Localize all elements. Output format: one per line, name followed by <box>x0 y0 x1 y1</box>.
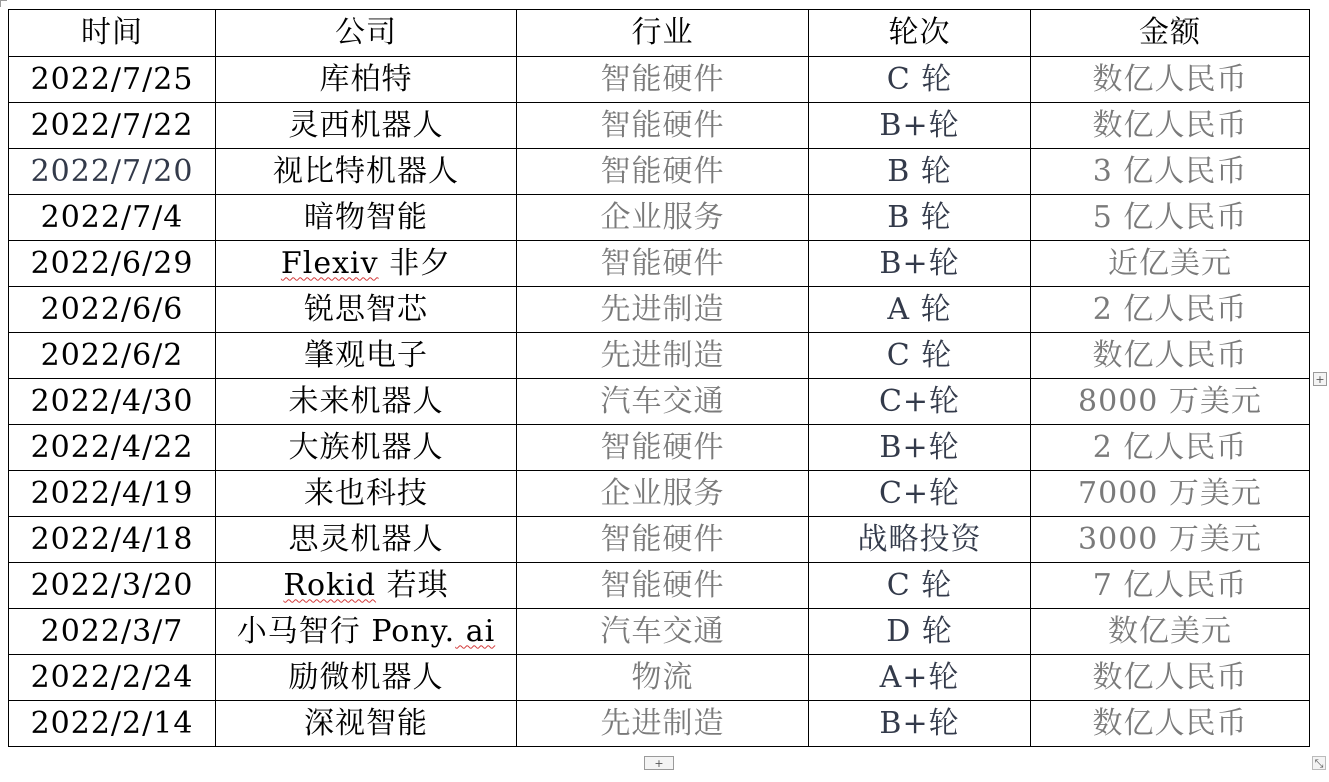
cell-industry[interactable]: 先进制造 <box>517 333 809 379</box>
cell-date[interactable]: 2022/2/14 <box>9 701 216 747</box>
table-row <box>9 655 1310 701</box>
table-row <box>9 57 1310 103</box>
cell-date[interactable]: 2022/7/4 <box>9 195 216 241</box>
cell-round[interactable]: B 轮 <box>809 149 1031 195</box>
cell-round[interactable]: C+轮 <box>809 379 1031 425</box>
table-row <box>9 241 1310 287</box>
cell-round[interactable]: C 轮 <box>809 563 1031 609</box>
cell-amount[interactable]: 数亿美元 <box>1031 609 1310 655</box>
company-name-latin: Flexiv <box>280 245 379 281</box>
cell-company[interactable]: 锐思智芯 <box>216 287 517 333</box>
cell-round[interactable]: C 轮 <box>809 57 1031 103</box>
header-amount[interactable]: 金额 <box>1031 10 1310 57</box>
cell-date[interactable]: 2022/3/7 <box>9 609 216 655</box>
cell-industry[interactable]: 汽车交通 <box>517 609 809 655</box>
cell-company[interactable]: 思灵机器人 <box>216 517 517 563</box>
cell-round[interactable]: A 轮 <box>809 287 1031 333</box>
cell-date[interactable]: 2022/6/2 <box>9 333 216 379</box>
cell-amount[interactable]: 数亿人民币 <box>1031 333 1310 379</box>
cell-company[interactable]: 未来机器人 <box>216 379 517 425</box>
company-name-chinese: 小马智行 Pony. <box>236 613 456 649</box>
table-row <box>9 103 1310 149</box>
cell-industry[interactable]: 企业服务 <box>517 471 809 517</box>
cell-industry[interactable]: 智能硬件 <box>517 57 809 103</box>
cell-date[interactable]: 2022/7/25 <box>9 57 216 103</box>
cell-amount[interactable]: 近亿美元 <box>1031 241 1310 287</box>
cell-date[interactable]: 2022/6/6 <box>9 287 216 333</box>
table-row <box>9 563 1310 609</box>
cell-company[interactable]: 暗物智能 <box>216 195 517 241</box>
cell-amount[interactable]: 数亿人民币 <box>1031 57 1310 103</box>
cell-company[interactable]: 灵西机器人 <box>216 103 517 149</box>
cell-industry[interactable]: 智能硬件 <box>517 563 809 609</box>
table-row <box>9 287 1310 333</box>
cell-date[interactable]: 2022/4/18 <box>9 517 216 563</box>
cell-company[interactable]: 来也科技 <box>216 471 517 517</box>
cell-industry[interactable]: 企业服务 <box>517 195 809 241</box>
cell-industry[interactable]: 智能硬件 <box>517 425 809 471</box>
header-date[interactable]: 时间 <box>9 10 216 57</box>
cell-industry[interactable]: 智能硬件 <box>517 241 809 287</box>
cell-industry[interactable]: 汽车交通 <box>517 379 809 425</box>
company-name-chinese: 非夕 <box>378 245 452 281</box>
header-row <box>9 10 1310 57</box>
table-row <box>9 471 1310 517</box>
cell-amount[interactable]: 3000 万美元 <box>1031 517 1310 563</box>
cell-date[interactable]: 2022/6/29 <box>9 241 216 287</box>
company-name-latin: Rokid <box>283 567 377 603</box>
cell-amount[interactable]: 数亿人民币 <box>1031 103 1310 149</box>
cell-date[interactable]: 2022/7/22 <box>9 103 216 149</box>
cell-company[interactable]: 大族机器人 <box>216 425 517 471</box>
cell-round[interactable]: B+轮 <box>809 701 1031 747</box>
company-name-chinese: 若琪 <box>376 567 449 603</box>
header-round[interactable]: 轮次 <box>809 10 1031 57</box>
cell-date[interactable]: 2022/2/24 <box>9 655 216 701</box>
cell-amount[interactable]: 7000 万美元 <box>1031 471 1310 517</box>
cell-industry[interactable]: 物流 <box>517 655 809 701</box>
header-company[interactable]: 公司 <box>216 10 517 57</box>
table-row <box>9 195 1310 241</box>
cell-round[interactable]: B+轮 <box>809 425 1031 471</box>
cell-round[interactable]: A+轮 <box>809 655 1031 701</box>
cell-company[interactable]: 肇观电子 <box>216 333 517 379</box>
cell-amount[interactable]: 数亿人民币 <box>1031 701 1310 747</box>
cell-date[interactable]: 2022/4/30 <box>9 379 216 425</box>
cell-company[interactable] <box>216 241 517 287</box>
table-row <box>9 149 1310 195</box>
resize-handle-icon[interactable]: ⤡ <box>1312 756 1326 770</box>
add-column-button[interactable]: + <box>1313 372 1327 386</box>
cell-amount[interactable]: 7 亿人民币 <box>1031 563 1310 609</box>
cell-round[interactable]: B 轮 <box>809 195 1031 241</box>
cell-amount[interactable]: 8000 万美元 <box>1031 379 1310 425</box>
cell-round[interactable]: 战略投资 <box>809 517 1031 563</box>
cell-industry[interactable]: 智能硬件 <box>517 103 809 149</box>
header-industry[interactable]: 行业 <box>517 10 809 57</box>
cell-date[interactable]: 2022/4/19 <box>9 471 216 517</box>
cell-round[interactable]: B+轮 <box>809 241 1031 287</box>
table-row <box>9 517 1310 563</box>
table-row <box>9 425 1310 471</box>
cell-amount[interactable]: 数亿人民币 <box>1031 655 1310 701</box>
cell-company[interactable]: 深视智能 <box>216 701 517 747</box>
table-row <box>9 609 1310 655</box>
cell-industry[interactable]: 先进制造 <box>517 701 809 747</box>
cell-amount[interactable]: 2 亿人民币 <box>1031 425 1310 471</box>
company-name-latin: ai <box>455 613 496 649</box>
add-row-button[interactable]: + <box>644 756 674 770</box>
cell-date[interactable]: 2022/4/22 <box>9 425 216 471</box>
cell-company[interactable]: 励微机器人 <box>216 655 517 701</box>
cell-amount[interactable]: 3 亿人民币 <box>1031 149 1310 195</box>
cell-industry[interactable]: 智能硬件 <box>517 149 809 195</box>
cell-industry[interactable]: 智能硬件 <box>517 517 809 563</box>
cell-amount[interactable]: 5 亿人民币 <box>1031 195 1310 241</box>
cell-company[interactable]: 库柏特 <box>216 57 517 103</box>
page-corner-mark <box>0 0 7 7</box>
table-row <box>9 333 1310 379</box>
funding-table[interactable] <box>8 9 1310 747</box>
cell-company[interactable] <box>216 563 517 609</box>
cell-round[interactable]: C+轮 <box>809 471 1031 517</box>
table-row <box>9 379 1310 425</box>
cell-industry[interactable]: 先进制造 <box>517 287 809 333</box>
cell-round[interactable]: B+轮 <box>809 103 1031 149</box>
cell-date[interactable]: 2022/7/20 <box>9 149 216 195</box>
table-row <box>9 701 1310 747</box>
cell-company[interactable]: 视比特机器人 <box>216 149 517 195</box>
cell-company[interactable] <box>216 609 517 655</box>
cell-date[interactable]: 2022/3/20 <box>9 563 216 609</box>
cell-amount[interactable]: 2 亿人民币 <box>1031 287 1310 333</box>
cell-round[interactable]: C 轮 <box>809 333 1031 379</box>
cell-round[interactable]: D 轮 <box>809 609 1031 655</box>
